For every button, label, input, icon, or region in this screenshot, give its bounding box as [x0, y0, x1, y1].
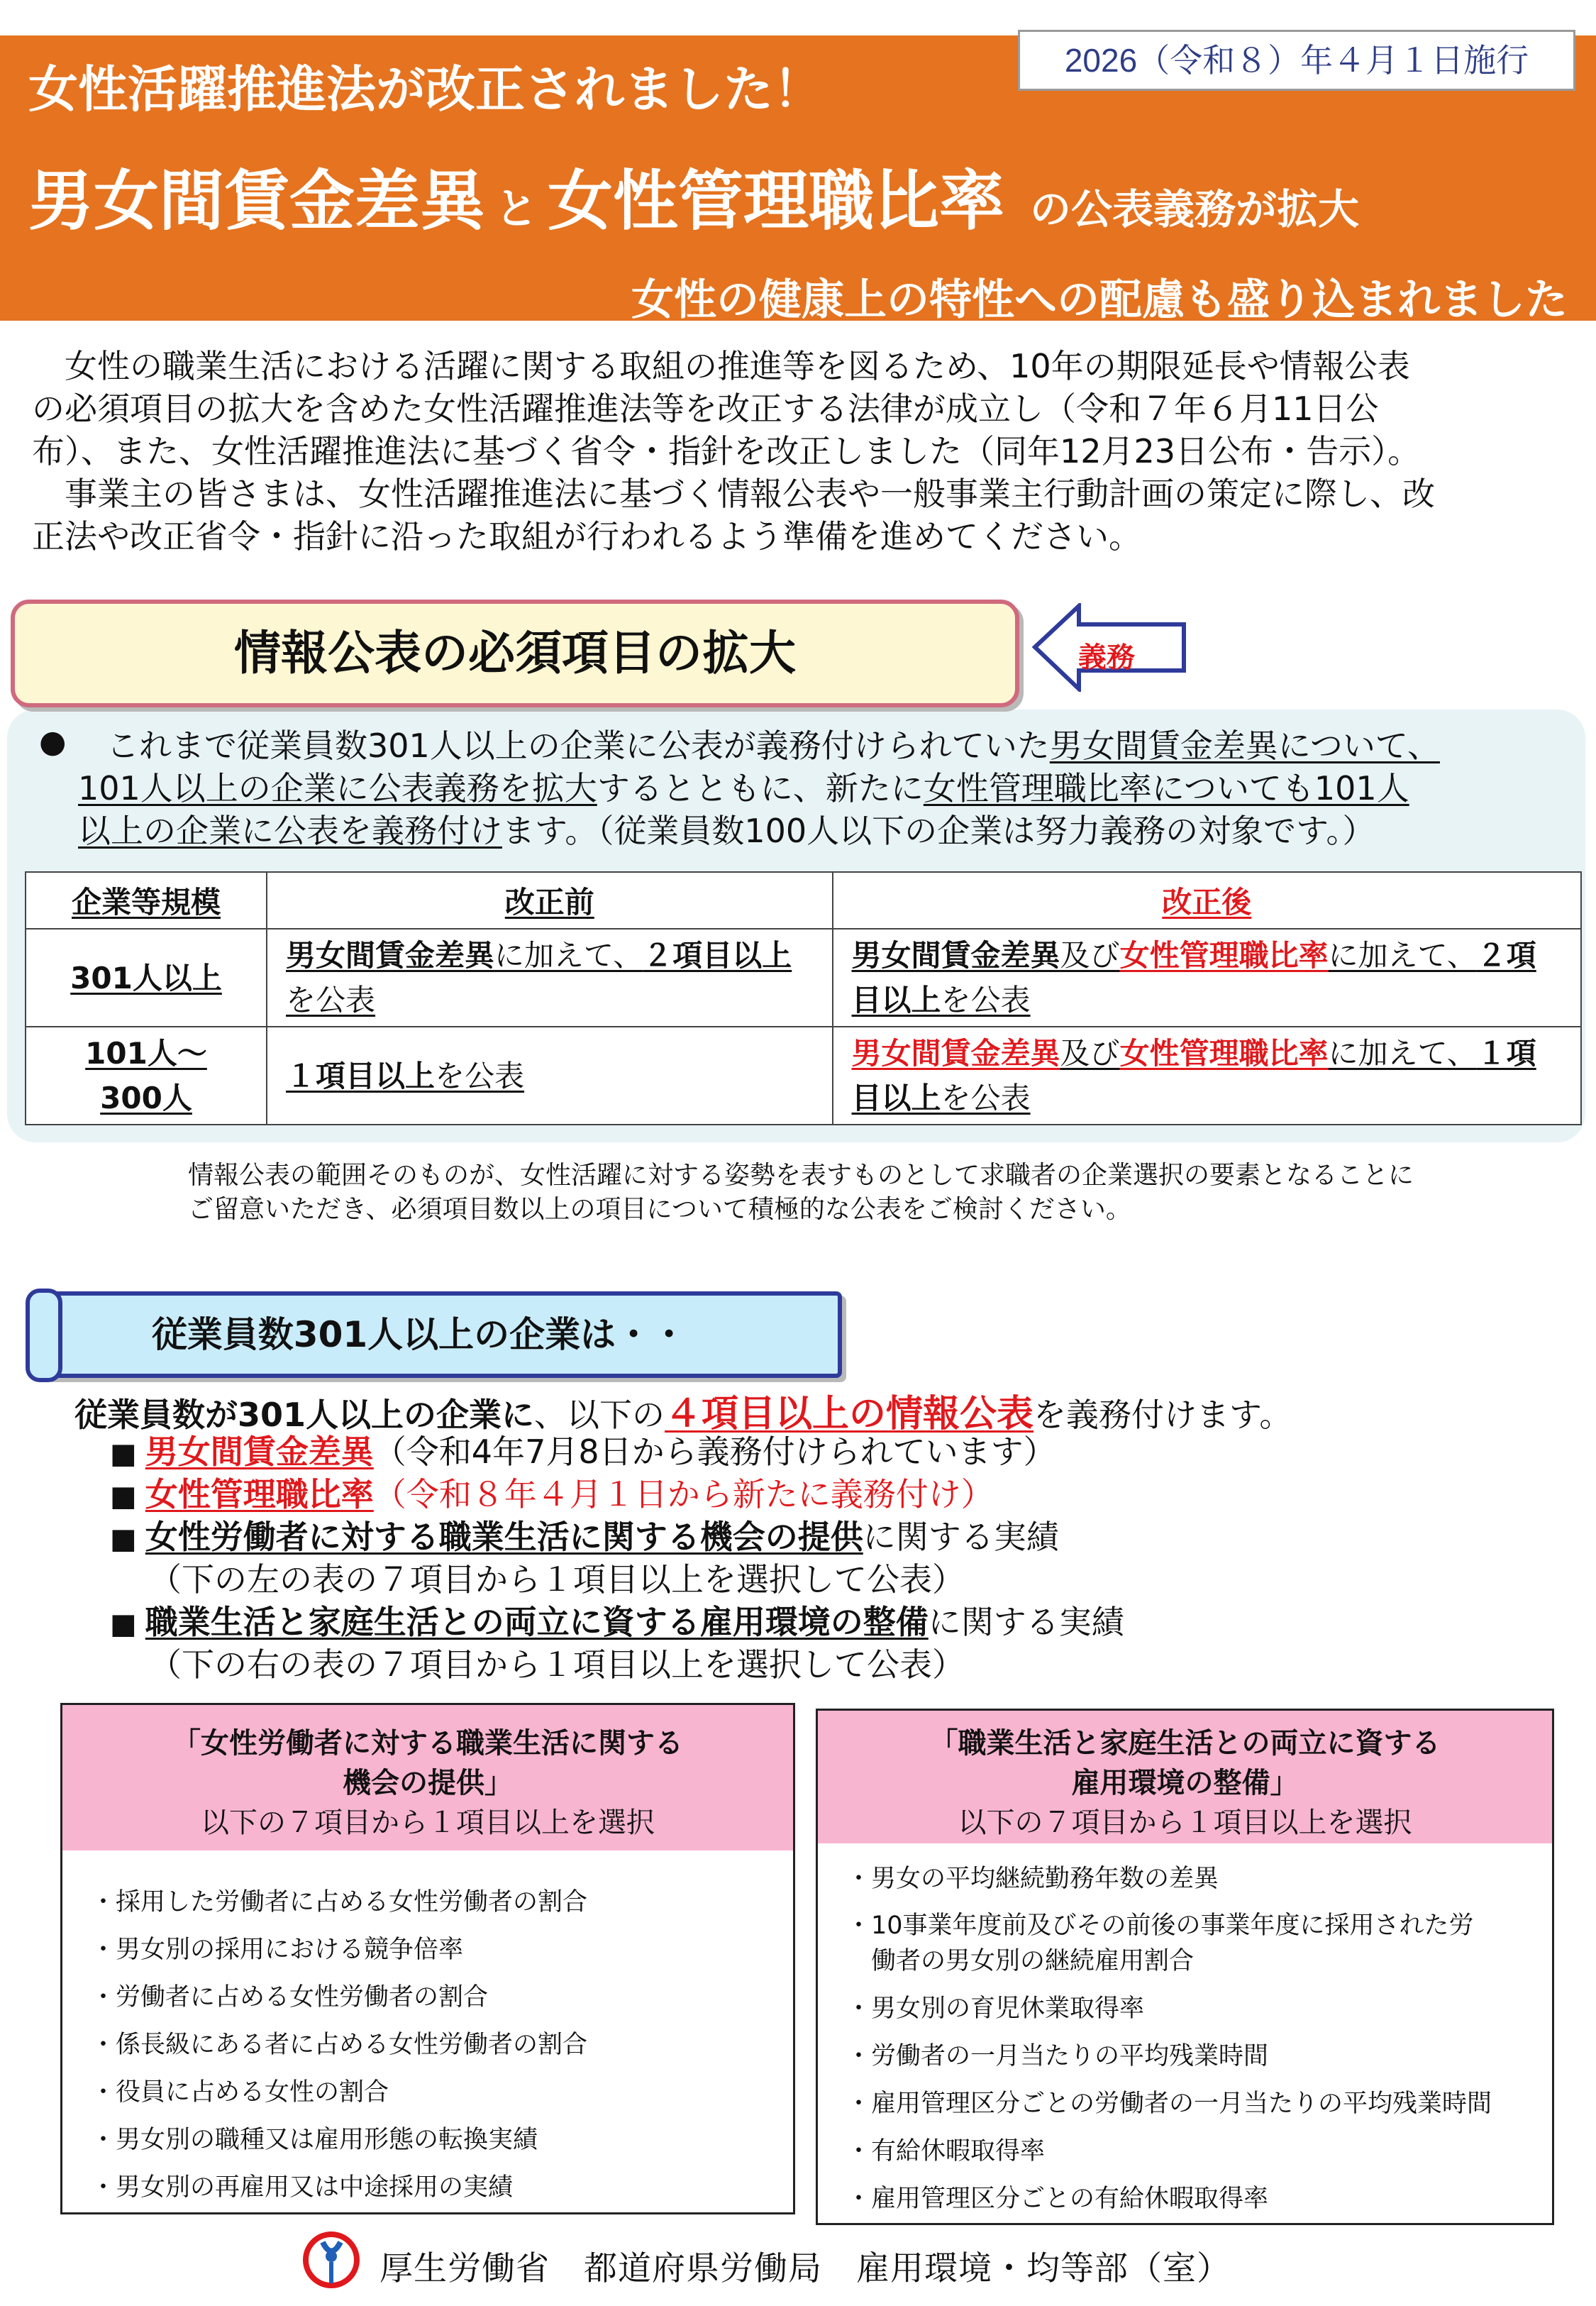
footer-issuer: 厚生労働省 都道府県労働局 雇用環境・均等部（室）: [379, 2249, 1231, 2288]
para-underlined: 女性管理職比率についても101人: [923, 769, 1409, 807]
section1-para-line1: [106, 720, 1440, 767]
col-header-after: 改正後: [833, 872, 1581, 929]
para-text: ます。（従業員数100人以下の企業は努力義務の対象です。）: [502, 812, 1375, 850]
header-wage-gap: 男女間賃金差異: [28, 163, 486, 239]
right-head-3: 以下の７項目から１項目以上を選択: [958, 1806, 1412, 1839]
mhlw-logo-icon: [301, 2228, 362, 2292]
intro-line-1: 女性の職業生活における活躍に関する取組の推進等を図るため、10年の期限延長や情報公表: [32, 347, 1410, 385]
header-and: と: [495, 184, 538, 234]
intro-line-3: 布）、また、女性活躍推進法に基づく省令・指針を改正しました（同年12月23日公布・告示）。: [32, 432, 1421, 470]
section1-para-line3: [78, 805, 1375, 852]
header-line2-tail: の公表義務が拡大: [1030, 185, 1360, 233]
section1-title-box: [11, 600, 1019, 707]
effective-date-badge: 2026（令和８）年４月１日施行: [1018, 30, 1575, 91]
list-item: ・有給休暇取得率: [846, 2137, 1046, 2166]
col-header-size: 企業等規模: [26, 872, 267, 929]
list-item: ・採用した労働者に占める女性労働者の割合: [91, 1888, 588, 1916]
right-box-list: [816, 1843, 1554, 2225]
section2-item-manager-ratio: ■ 女性管理職比率（令和８年４月１日から新たに義務付け）: [110, 1475, 994, 1513]
list-item: ・男女別の職種又は雇用形態の転換実績: [91, 2126, 538, 2154]
cell-size-301: 301人以上: [26, 929, 267, 1027]
comparison-table: [25, 871, 1582, 1125]
left-box-list: [60, 1850, 795, 2214]
para-text: これまで従業員数301人以上の企業に公表が義務付けられていた: [106, 727, 1050, 765]
right-box-heading: [818, 1711, 1552, 1846]
section2-title: 従業員数301人以上の企業は・・: [151, 1314, 687, 1355]
list-item: ・係長級にある者に占める女性労働者の割合: [91, 2031, 588, 2059]
section2-item-wage-gap: ■ 男女間賃金差異（令和4年7月8日から義務付けられています）: [110, 1433, 1056, 1471]
table-row: [26, 1027, 1581, 1125]
section1-para-line2: [78, 763, 1409, 810]
list-item: ・労働者の一月当たりの平均残業時間: [846, 2042, 1269, 2070]
obligation-label: 義務: [1078, 641, 1135, 674]
list-item: ・男女の平均継続勤務年数の差異: [846, 1865, 1219, 1893]
note-line-1: 情報公表の範囲そのものが、女性活躍に対する姿勢を表すものとして求職者の企業選択の要素となることに: [188, 1161, 1414, 1190]
right-head-2: 雇用環境の整備」: [1071, 1767, 1299, 1799]
header-line2: [28, 149, 1359, 243]
list-item: 働者の男女別の継続雇用割合: [846, 1947, 1195, 1975]
intro-line-5: 正法や改正省令・指針に沿った取組が行われるよう準備を進めてください。: [32, 517, 1141, 556]
intro-line-4: 事業主の皆さまは、女性活躍推進法に基づく情報公表や一般事業主行動計画の策定に際し、改: [32, 475, 1435, 513]
left-box-heading: [62, 1705, 793, 1853]
section2-lead: 従業員数が301人以上の企業に、以下の４項目以上の情報公表を義務付けます。: [74, 1393, 1292, 1435]
right-box-head: [816, 1709, 1554, 1848]
cell-before-101: １項目以上を公表: [267, 1027, 833, 1125]
cell-before-301: 男女間賃金差異に加えて、２項目以上 を公表: [267, 929, 833, 1027]
header-line1: 女性活躍推進法が改正されました！: [28, 60, 823, 118]
cell-size-101: 101人～ 300人: [26, 1027, 267, 1125]
section2-item-opportunity: ■ 女性労働者に対する職業生活に関する機会の提供に関する実績: [110, 1518, 1059, 1556]
list-item: ・男女別の採用における競争倍率: [91, 1936, 464, 1964]
col-header-before: 改正前: [267, 872, 833, 929]
list-item: ・男女別の育児休業取得率: [846, 1995, 1145, 2023]
section1-title: 情報公表の必須項目の拡大: [234, 626, 796, 680]
section2-item-balance-sub: （下の右の表の７項目から１項目以上を選択して公表）: [149, 1645, 965, 1684]
list-item: ・労働者に占める女性労働者の割合: [91, 1983, 489, 2012]
note-line-2: ご留意いただき、必須項目数以上の項目について積極的な公表をご検討ください。: [188, 1195, 1131, 1224]
header-line3: 女性の健康上の特性への配慮も盛り込まれました: [631, 275, 1568, 325]
para-text: するとともに、新たに: [597, 769, 924, 807]
intro-line-2: の必須項目の拡大を含めた女性活躍推進法等を改正する法律が成立し（令和７年６月11日公: [32, 390, 1379, 428]
para-underlined: 以上の企業に公表を義務付け: [78, 812, 502, 850]
table-row: [26, 929, 1581, 1027]
section2-item-balance: ■ 職業生活と家庭生活との両立に資する雇用環境の整備に関する実績: [110, 1603, 1124, 1641]
cell-after-101: 男女間賃金差異及び女性管理職比率に加えて、１項 目以上を公表: [833, 1027, 1581, 1125]
header-manager-ratio: 女性管理職比率: [548, 163, 1005, 239]
left-box-head: [60, 1703, 795, 1855]
table-header-row: [26, 872, 1581, 929]
section2-title-box: [43, 1291, 842, 1378]
list-item: ・役員に占める女性の割合: [91, 2078, 389, 2107]
bullet-icon: ●: [39, 724, 67, 760]
list-item: ・雇用管理区分ごとの有給休暇取得率: [846, 2185, 1269, 2213]
para-underlined: 男女間賃金差異について、: [1049, 727, 1440, 765]
cell-after-301: 男女間賃金差異及び女性管理職比率に加えて、２項 目以上を公表: [833, 929, 1581, 1027]
list-item: ・10事業年度前及びその前後の事業年度に採用された労: [846, 1911, 1474, 1940]
section2-item-opportunity-sub: （下の左の表の７項目から１項目以上を選択して公表）: [149, 1560, 965, 1599]
list-item: ・男女別の再雇用又は中途採用の実績: [91, 2173, 514, 2202]
left-head-3: 以下の７項目から１項目以上を選択: [201, 1806, 655, 1839]
left-head-1: 「女性労働者に対する職業生活に関する: [172, 1727, 683, 1760]
list-item: ・雇用管理区分ごとの労働者の一月当たりの平均残業時間: [846, 2090, 1492, 2118]
right-head-1: 「職業生活と家庭生活との両立に資する: [929, 1727, 1441, 1760]
para-underlined: 101人以上の企業に公表義務を拡大: [78, 769, 597, 807]
left-head-2: 機会の提供」: [343, 1767, 513, 1799]
